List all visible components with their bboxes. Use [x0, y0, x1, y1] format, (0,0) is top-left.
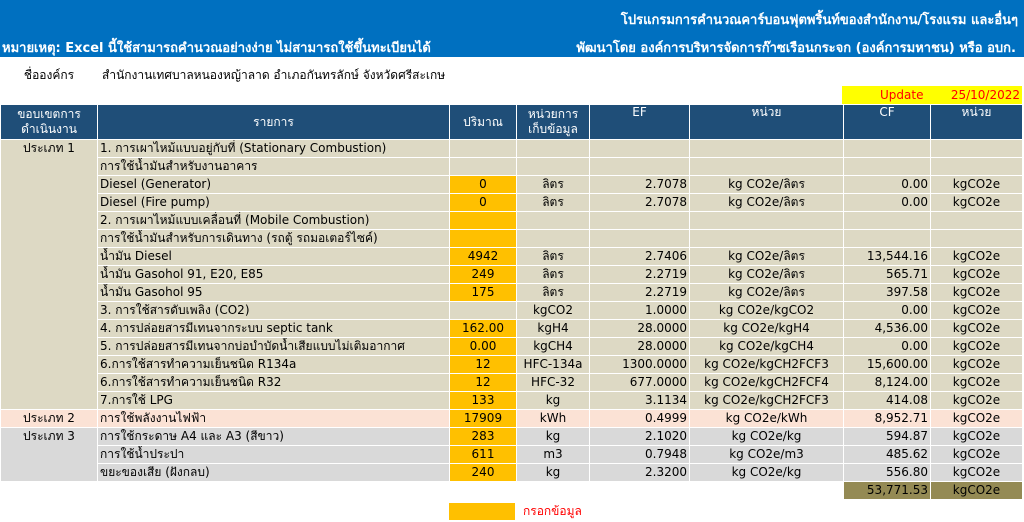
table-row — [1, 302, 1023, 320]
collect-unit-cell: kg — [517, 428, 590, 446]
quantity-input[interactable]: 249 — [450, 266, 517, 284]
item-cell: 6.การใช้สารทำความเย็นชนิด R134a — [98, 356, 450, 374]
header-item: รายการ — [98, 105, 450, 140]
cf-unit-cell: kgCO2e — [931, 338, 1023, 356]
cf-unit-cell: kgCO2e — [931, 320, 1023, 338]
quantity-input[interactable]: 0 — [450, 194, 517, 212]
collect-unit-cell: kg — [517, 392, 590, 410]
cf-unit-cell: kgCO2e — [931, 248, 1023, 266]
table-row — [1, 392, 1023, 410]
table-row — [1, 212, 1023, 230]
ef-unit-cell: kg CO2e/kgCO2 — [690, 302, 844, 320]
update-date[interactable]: 25/10/2022 — [950, 88, 1020, 102]
ef-unit-cell: kg CO2e/kg — [690, 428, 844, 446]
quantity-input — [450, 158, 517, 176]
cf-cell: 556.80 — [844, 464, 931, 482]
quantity-input[interactable]: 175 — [450, 284, 517, 302]
ef-cell: 677.0000 — [590, 374, 690, 392]
table-row — [1, 356, 1023, 374]
quantity-input — [450, 302, 517, 320]
item-cell: Diesel (Fire pump) — [98, 194, 450, 212]
ef-cell: 28.0000 — [590, 338, 690, 356]
ef-unit-cell: kg CO2e/kgCH2FCF3 — [690, 356, 844, 374]
collect-unit-cell — [517, 158, 590, 176]
cf-cell: 565.71 — [844, 266, 931, 284]
cf-cell: 0.00 — [844, 302, 931, 320]
ef-cell — [590, 212, 690, 230]
total-cf: 53,771.53 — [844, 482, 931, 500]
cf-cell: 4,536.00 — [844, 320, 931, 338]
total-unit: kgCO2e — [931, 482, 1023, 500]
carbon-table — [0, 104, 1023, 500]
banner — [0, 0, 1024, 57]
quantity-input[interactable]: 0.00 — [450, 338, 517, 356]
blank-cell — [690, 482, 844, 500]
scope-2-cell: ประเภท 2 — [1, 410, 98, 428]
collect-unit-cell: kgH4 — [517, 320, 590, 338]
item-cell: น้ำมัน Diesel — [98, 248, 450, 266]
cf-unit-cell: kgCO2e — [931, 356, 1023, 374]
quantity-input[interactable]: 240 — [450, 464, 517, 482]
collect-unit-cell: ลิตร — [517, 284, 590, 302]
cf-cell: 414.08 — [844, 392, 931, 410]
item-cell: การใช้น้ำมันสำหรับการเดินทาง (รถตู้ รถมอเตอร์ไซค์) — [98, 230, 450, 248]
item-cell: น้ำมัน Gasohol 95 — [98, 284, 450, 302]
quantity-input[interactable]: 162.00 — [450, 320, 517, 338]
ef-unit-cell: kg CO2e/m3 — [690, 446, 844, 464]
cf-unit-cell — [931, 140, 1023, 158]
cf-unit-cell: kgCO2e — [931, 392, 1023, 410]
header-ef-unit: หน่วย — [690, 105, 844, 140]
table-row — [1, 338, 1023, 356]
scope-1-cell: ประเภท 1 — [1, 140, 98, 410]
collect-unit-cell: ลิตร — [517, 266, 590, 284]
cf-unit-cell: kgCO2e — [931, 176, 1023, 194]
cf-unit-cell — [931, 158, 1023, 176]
table-row — [1, 248, 1023, 266]
cf-cell: 15,600.00 — [844, 356, 931, 374]
scope-3-cell: ประเภท 3 — [1, 428, 98, 482]
cf-unit-cell: kgCO2e — [931, 446, 1023, 464]
quantity-input[interactable]: 133 — [450, 392, 517, 410]
ef-unit-cell — [690, 158, 844, 176]
table-row — [1, 410, 1023, 428]
table-row — [1, 446, 1023, 464]
table-row — [1, 428, 1023, 446]
collect-unit-cell: kWh — [517, 410, 590, 428]
ef-cell: 2.2719 — [590, 284, 690, 302]
table-row — [1, 194, 1023, 212]
cf-cell: 8,952.71 — [844, 410, 931, 428]
ef-cell: 1.0000 — [590, 302, 690, 320]
item-cell: การใช้น้ำประปา — [98, 446, 450, 464]
ef-cell: 2.2719 — [590, 266, 690, 284]
quantity-input[interactable]: 17909 — [450, 410, 517, 428]
cf-cell: 397.58 — [844, 284, 931, 302]
ef-cell: 2.7078 — [590, 194, 690, 212]
item-cell: 7.การใช้ LPG — [98, 392, 450, 410]
collect-unit-cell — [517, 212, 590, 230]
quantity-input — [450, 140, 517, 158]
collect-unit-cell: ลิตร — [517, 248, 590, 266]
collect-unit-cell — [517, 140, 590, 158]
cf-unit-cell: kgCO2e — [931, 374, 1023, 392]
cf-unit-cell: kgCO2e — [931, 194, 1023, 212]
ef-unit-cell: kg CO2e/kgCH4 — [690, 338, 844, 356]
ef-cell: 2.7406 — [590, 248, 690, 266]
blank-cell — [590, 482, 690, 500]
ef-cell — [590, 158, 690, 176]
ef-unit-cell: kg CO2e/ลิตร — [690, 176, 844, 194]
ef-cell: 2.7078 — [590, 176, 690, 194]
collect-unit-cell: HFC-134a — [517, 356, 590, 374]
cf-unit-cell — [931, 230, 1023, 248]
cf-cell: 8,124.00 — [844, 374, 931, 392]
org-value[interactable]: สำนักงานเทศบาลหนองหญ้าลาด อำเภอกันทรลักษ์ จังหวัดศรีสะเกษ — [102, 68, 446, 82]
ef-unit-cell: kg CO2e/ลิตร — [690, 266, 844, 284]
cf-cell — [844, 140, 931, 158]
ef-cell: 1300.0000 — [590, 356, 690, 374]
item-cell: 1. การเผาไหม้แบบอยู่กับที่ (Stationary Combustion) — [98, 140, 450, 158]
total-row — [1, 482, 1023, 500]
input-legend-swatch — [449, 503, 515, 520]
item-cell: 4. การปล่อยสารมีเทนจากระบบ septic tank — [98, 320, 450, 338]
note-text: หมายเหตุ: Excel นี้ใช้สามารถคำนวณอย่างง่าย ไม่สามารถใช้ขึ้นทะเบียนได้ — [2, 41, 431, 56]
item-cell: ขยะของเสีย (ฝังกลบ) — [98, 464, 450, 482]
item-cell: 2. การเผาไหม้แบบเคลื่อนที่ (Mobile Combustion) — [98, 212, 450, 230]
cf-unit-cell: kgCO2e — [931, 428, 1023, 446]
collect-unit-cell: ลิตร — [517, 176, 590, 194]
ef-unit-cell: kg CO2e/ลิตร — [690, 284, 844, 302]
cf-unit-cell: kgCO2e — [931, 410, 1023, 428]
cf-unit-cell: kgCO2e — [931, 266, 1023, 284]
item-cell: การใช้พลังงานไฟฟ้า — [98, 410, 450, 428]
quantity-input[interactable]: 12 — [450, 356, 517, 374]
collect-unit-cell: kg — [517, 464, 590, 482]
input-legend-text: กรอกข้อมูล — [523, 504, 582, 518]
header-collect-unit: หน่วยการเก็บข้อมูล — [517, 105, 590, 140]
cf-cell: 13,544.16 — [844, 248, 931, 266]
header-quantity: ปริมาณ — [450, 105, 517, 140]
collect-unit-cell: HFC-32 — [517, 374, 590, 392]
quantity-input[interactable]: 4942 — [450, 248, 517, 266]
cf-cell: 594.87 — [844, 428, 931, 446]
ef-cell — [590, 140, 690, 158]
ef-unit-cell: kg CO2e/kgCH2FCF4 — [690, 374, 844, 392]
cf-unit-cell — [931, 212, 1023, 230]
item-cell: น้ำมัน Gasohol 91, E20, E85 — [98, 266, 450, 284]
ef-unit-cell — [690, 140, 844, 158]
update-label: Update — [880, 88, 924, 102]
ef-unit-cell: kg CO2e/kg — [690, 464, 844, 482]
item-cell: 5. การปล่อยสารมีเทนจากบ่อบำบัดน้ำเสียแบบไม่เติมอากาศ — [98, 338, 450, 356]
header-cf: CF — [844, 105, 931, 140]
ef-cell: 0.7948 — [590, 446, 690, 464]
ef-unit-cell: kg CO2e/ลิตร — [690, 194, 844, 212]
collect-unit-cell: m3 — [517, 446, 590, 464]
collect-unit-cell: kgCH4 — [517, 338, 590, 356]
org-label: ชื่อองค์กร — [23, 68, 75, 82]
ef-unit-cell: kg CO2e/ลิตร — [690, 248, 844, 266]
ef-unit-cell: kg CO2e/kWh — [690, 410, 844, 428]
item-cell: 6.การใช้สารทำความเย็นชนิด R32 — [98, 374, 450, 392]
collect-unit-cell: ลิตร — [517, 194, 590, 212]
header-ef: EF — [590, 105, 690, 140]
item-cell: 3. การใช้สารดับเพลิง (CO2) — [98, 302, 450, 320]
ef-cell: 2.3200 — [590, 464, 690, 482]
quantity-input[interactable]: 283 — [450, 428, 517, 446]
blank-cell — [517, 482, 590, 500]
blank-cell — [1, 482, 98, 500]
ef-cell — [590, 230, 690, 248]
ef-unit-cell — [690, 212, 844, 230]
update-box — [842, 86, 1022, 104]
cf-cell — [844, 230, 931, 248]
quantity-input[interactable] — [450, 212, 517, 230]
ef-unit-cell: kg CO2e/kgCH2FCF3 — [690, 392, 844, 410]
ef-cell: 28.0000 — [590, 320, 690, 338]
collect-unit-cell: kgCO2 — [517, 302, 590, 320]
item-cell: Diesel (Generator) — [98, 176, 450, 194]
table-row — [1, 230, 1023, 248]
blank-cell — [98, 482, 450, 500]
item-cell: การใช้กระดาษ A4 และ A3 (สีขาว) — [98, 428, 450, 446]
program-title: โปรแกรมการคำนวณคาร์บอนฟุตพริ้นท์ของสำนักงาน/โรงแรม และอื่นๆ — [620, 13, 1018, 28]
ef-cell: 2.1020 — [590, 428, 690, 446]
ef-unit-cell: kg CO2e/kgH4 — [690, 320, 844, 338]
table-row — [1, 320, 1023, 338]
table-row — [1, 464, 1023, 482]
quantity-input[interactable]: 0 — [450, 176, 517, 194]
cf-cell: 0.00 — [844, 176, 931, 194]
ef-cell: 3.1134 — [590, 392, 690, 410]
cf-cell: 0.00 — [844, 338, 931, 356]
cf-unit-cell: kgCO2e — [931, 302, 1023, 320]
table-row — [1, 176, 1023, 194]
cf-unit-cell: kgCO2e — [931, 464, 1023, 482]
quantity-input[interactable] — [450, 230, 517, 248]
cf-cell: 485.62 — [844, 446, 931, 464]
ef-unit-cell — [690, 230, 844, 248]
table-row — [1, 158, 1023, 176]
cf-cell — [844, 212, 931, 230]
header-scope: ขอบเขตการดำเนินงาน — [1, 105, 98, 140]
cf-cell: 0.00 — [844, 194, 931, 212]
ef-cell: 0.4999 — [590, 410, 690, 428]
table-row — [1, 284, 1023, 302]
quantity-input[interactable]: 611 — [450, 446, 517, 464]
table-row — [1, 374, 1023, 392]
collect-unit-cell — [517, 230, 590, 248]
cf-cell — [844, 158, 931, 176]
header-cf-unit: หน่วย — [931, 105, 1023, 140]
item-cell: การใช้น้ำมันสำหรับงานอาคาร — [98, 158, 450, 176]
table-row — [1, 266, 1023, 284]
blank-cell — [450, 482, 517, 500]
quantity-input[interactable]: 12 — [450, 374, 517, 392]
table-row — [1, 140, 1023, 158]
cf-unit-cell: kgCO2e — [931, 284, 1023, 302]
developer-text: พัฒนาโดย องค์การบริหารจัดการก๊าซเรือนกระจก (องค์การมหาชน) หรือ อบก. — [576, 41, 1016, 56]
